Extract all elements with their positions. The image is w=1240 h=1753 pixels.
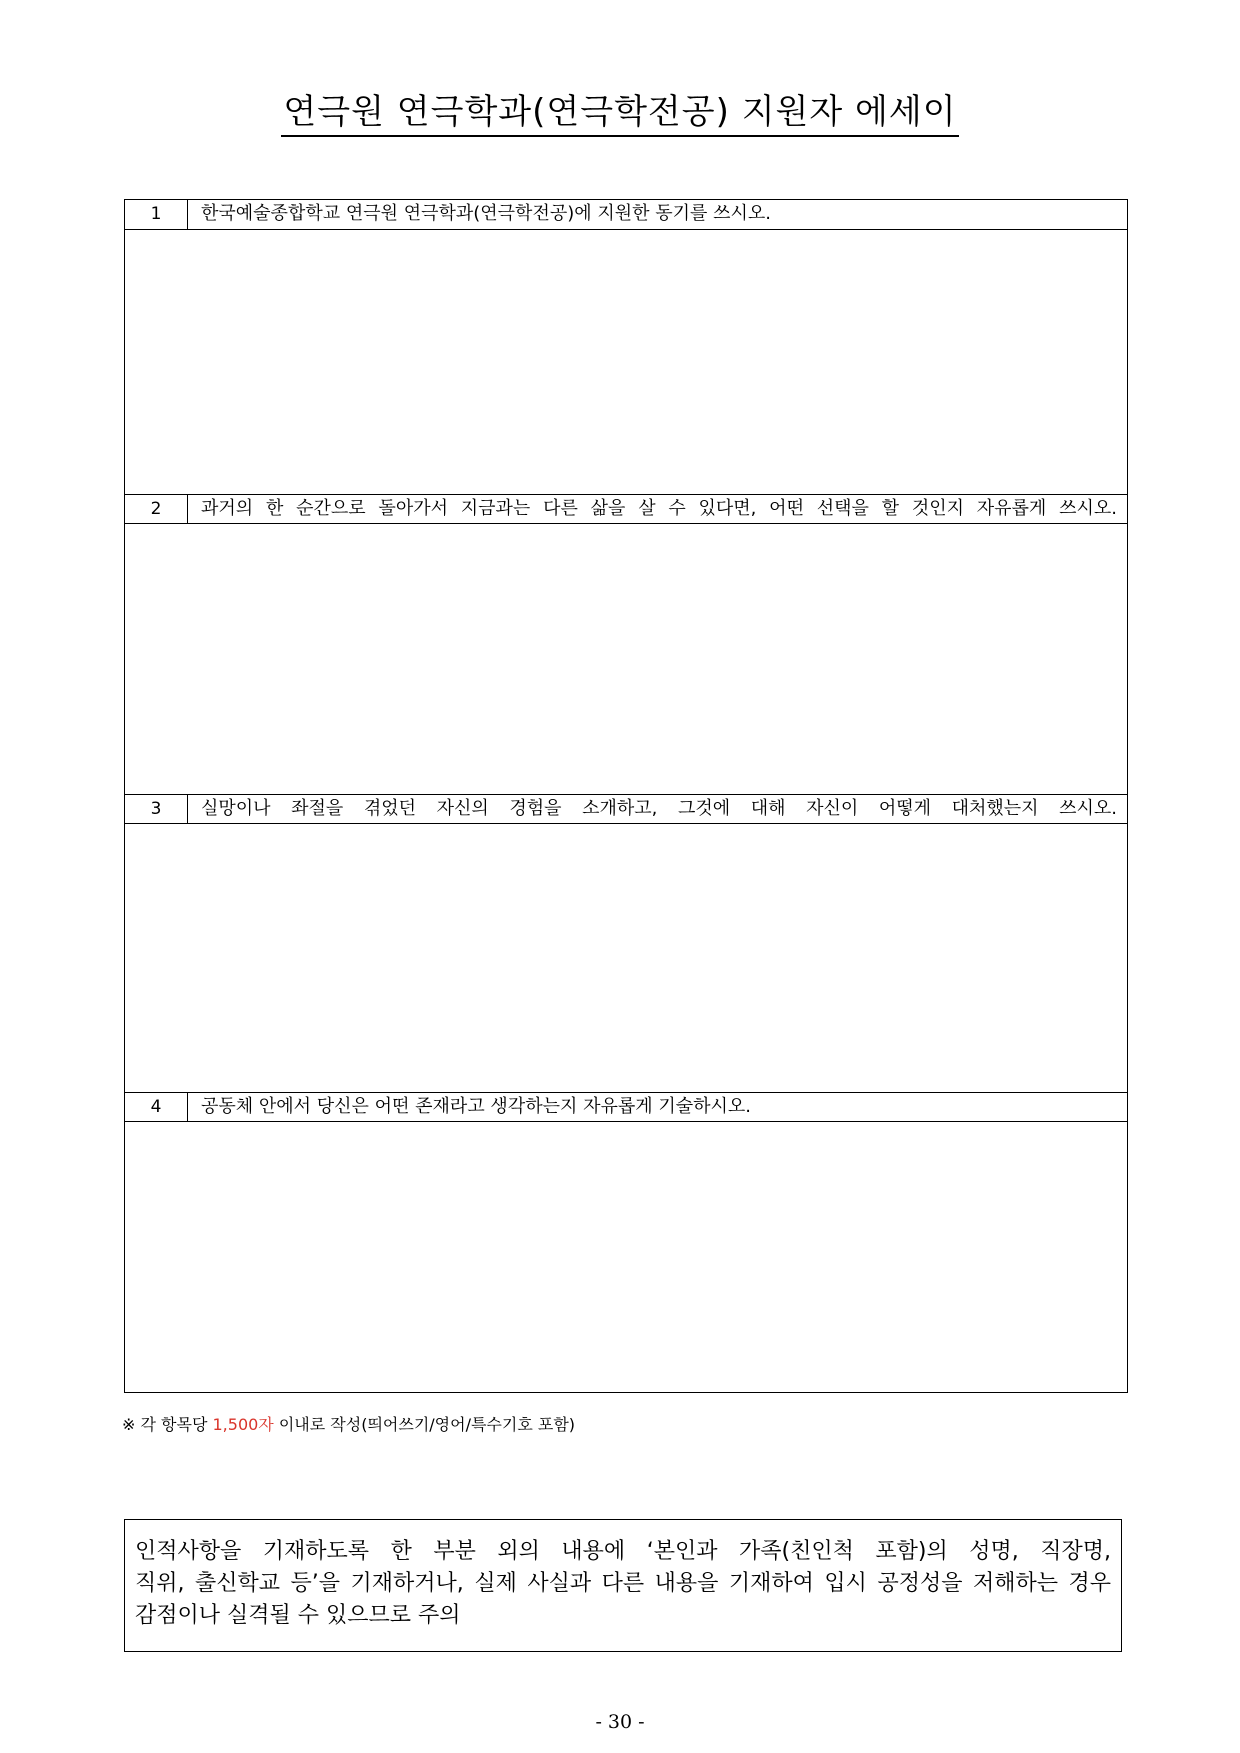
question-row [125,200,1127,230]
character-limit-note [122,1414,575,1436]
question-number: 4 [125,1093,188,1121]
question-number: 2 [125,495,188,523]
warning-line-3: 감점이나 실격될 수 있으므로 주의 [135,1603,461,1628]
answer-area-1[interactable] [125,230,1127,494]
question-section-4 [125,1092,1127,1392]
question-section-2 [125,494,1127,794]
question-number: 3 [125,795,188,823]
question-row [125,1092,1127,1122]
document-title [0,92,1240,137]
question-text: 한국예술종합학교 연극원 연극학과(연극학전공)에 지원한 동기를 쓰시오. [201,203,772,224]
question-number: 1 [125,200,188,229]
note-suffix: 이내로 작성(띄어쓰기/영어/특수기호 포함) [273,1415,576,1434]
warning-line-2: 직위, 출신학교 등’을 기재하거나, 실제 사실과 다른 내용을 기재하여 입시 공정성을 저해하는 경우 [135,1571,1111,1596]
question-row [125,794,1127,824]
document-title-text: 연극원 연극학과(연극학전공) 지원자 에세이 [281,92,958,137]
answer-area-2[interactable] [125,524,1127,794]
question-section-3 [125,794,1127,1092]
answer-area-3[interactable] [125,824,1127,1092]
question-text: 과거의 한 순간으로 돌아가서 지금과는 다른 삶을 살 수 있다면, 어떤 선택을 할 것인지 자유롭게 쓰시오. [201,498,1117,519]
warning-line-1: 인적사항을 기재하도록 한 부분 외의 내용에 ‘본인과 가족(친인척 포함)의 성명, 직장명, [135,1539,1111,1564]
question-row [125,494,1127,524]
note-character-limit: 1,500자 [212,1415,274,1434]
question-section-1 [125,200,1127,494]
warning-notice-box [124,1519,1122,1652]
answer-area-4[interactable] [125,1122,1127,1392]
question-text: 공동체 안에서 당신은 어떤 존재라고 생각하는지 자유롭게 기술하시오. [201,1096,752,1117]
question-text: 실망이나 좌절을 겪었던 자신의 경험을 소개하고, 그것에 대해 자신이 어떻게 대처했는지 쓰시오. [201,798,1117,819]
page-number: - 30 - [595,1711,645,1733]
note-prefix: ※ 각 항목당 [122,1415,213,1434]
essay-form-table [124,199,1128,1393]
